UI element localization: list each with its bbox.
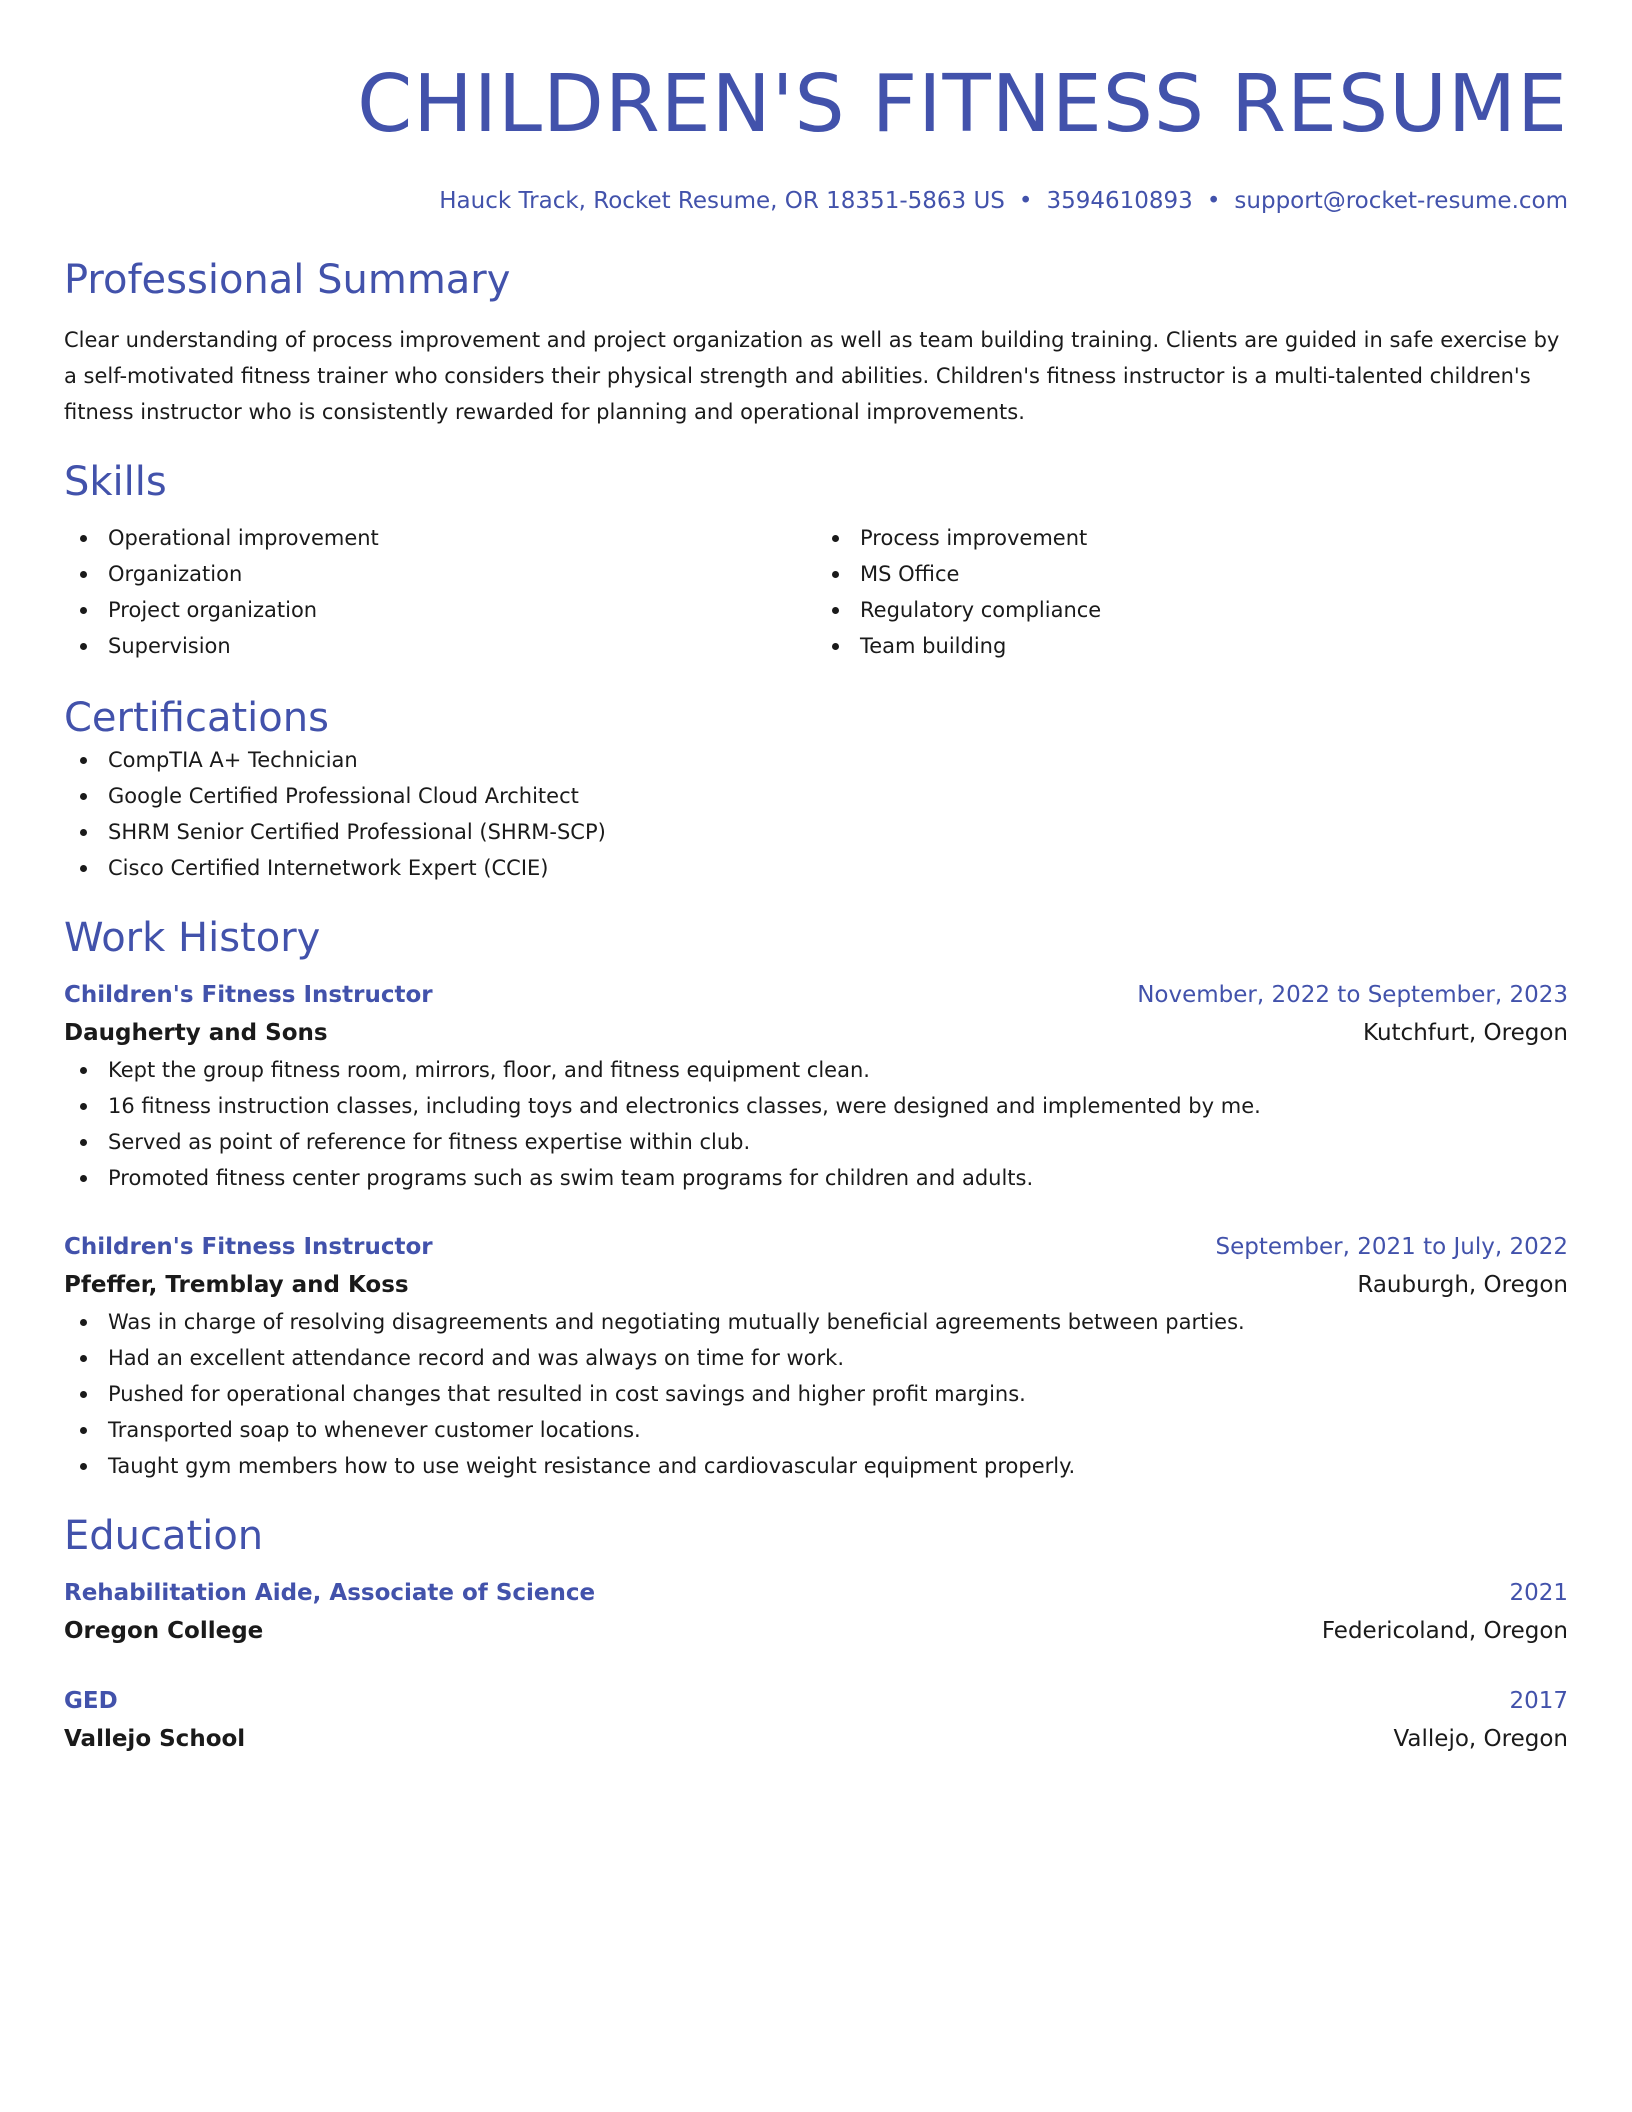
skills-list-left [64,520,816,664]
job-duty-item: Promoted fitness center programs such as swim team programs for children and adults. [64,1160,1568,1196]
education-year: 2021 [1509,1580,1568,1606]
skill-item: MS Office [816,556,1568,592]
contact-separator: • [1206,188,1221,214]
certification-item: CompTIA A+ Technician [64,742,1568,778]
skills-section [64,458,1568,664]
job-header-row [64,976,1568,1014]
skills-grid [64,520,1568,664]
skill-item: Supervision [64,628,816,664]
education-school: Vallejo School [64,1726,246,1752]
education-entry [64,1682,1568,1758]
job-employer-row [64,1014,1568,1052]
certification-item: SHRM Senior Certified Professional (SHRM-SCP) [64,814,1568,850]
job-location: Kutchfurt, Oregon [1363,1020,1568,1046]
job-duty-item: Served as point of reference for fitness expertise within club. [64,1124,1568,1160]
education-section [64,1512,1568,1758]
education-degree: GED [64,1688,118,1714]
job-dates: November, 2022 to September, 2023 [1137,982,1568,1008]
job-duty-item: Was in charge of resolving disagreements and negotiating mutually beneficial agreements between parties. [64,1304,1568,1340]
education-header-row [64,1574,1568,1612]
work-history-section [64,914,1568,1484]
job-duties-list [64,1052,1568,1196]
job-duties-list [64,1304,1568,1484]
certifications-heading: Certifications [64,695,329,741]
summary-heading: Professional Summary [64,257,511,303]
skills-heading: Skills [64,459,167,505]
resume-header [64,56,1568,216]
job-employer-row [64,1266,1568,1304]
contact-email: support@rocket-resume.com [1234,188,1568,214]
education-school-row [64,1720,1568,1758]
education-location: Vallejo, Oregon [1393,1726,1568,1752]
job-duty-item: Kept the group fitness room, mirrors, floor, and fitness equipment clean. [64,1052,1568,1088]
skill-item: Team building [816,628,1568,664]
certification-item: Google Certified Professional Cloud Architect [64,778,1568,814]
job-duty-item: Taught gym members how to use weight resistance and cardiovascular equipment properly. [64,1448,1568,1484]
skills-list-right [816,520,1568,664]
job-duty-item: Transported soap to whenever customer locations. [64,1412,1568,1448]
education-school-row [64,1612,1568,1650]
skill-item: Project organization [64,592,816,628]
job-entry [64,1228,1568,1484]
education-school: Oregon College [64,1618,264,1644]
job-header-row [64,1228,1568,1266]
summary-section [64,256,1568,430]
job-location: Rauburgh, Oregon [1357,1272,1568,1298]
certifications-section [64,694,1568,886]
skill-item: Organization [64,556,816,592]
certification-item: Cisco Certified Internetwork Expert (CCIE) [64,850,1568,886]
education-year: 2017 [1509,1688,1568,1714]
contact-phone: 3594610893 [1046,188,1193,214]
skill-item: Regulatory compliance [816,592,1568,628]
education-header-row [64,1682,1568,1720]
job-dates: September, 2021 to July, 2022 [1215,1234,1568,1260]
contact-address: Hauck Track, Rocket Resume, OR 18351-5863 US [439,188,1005,214]
certifications-list [64,742,1568,886]
summary-text: Clear understanding of process improvement and project organization as well as team building training. Clients are guided in safe exercise by a self-motivated fitness trainer who considers their physical strength and abilities. Children's fitness instructor is a multi-talented children's fitness instructor who is consistently rewarded for planning and operational improvements. [64,328,1560,424]
education-entry [64,1574,1568,1650]
education-heading: Education [64,1513,264,1559]
job-title: Children's Fitness Instructor [64,1234,433,1260]
job-company: Pfeffer, Tremblay and Koss [64,1272,409,1298]
job-entry [64,976,1568,1196]
job-duty-item: Pushed for operational changes that resulted in cost savings and higher profit margins. [64,1376,1568,1412]
work-history-heading: Work History [64,915,321,961]
skill-item: Process improvement [816,520,1568,556]
page-title: CHILDREN'S FITNESS RESUME [357,58,1568,150]
education-location: Federicoland, Oregon [1321,1618,1568,1644]
contact-separator: • [1018,188,1033,214]
skill-item: Operational improvement [64,520,816,556]
job-duty-item: Had an excellent attendance record and was always on time for work. [64,1340,1568,1376]
education-degree: Rehabilitation Aide, Associate of Science [64,1580,596,1606]
contact-line [64,186,1568,216]
job-title: Children's Fitness Instructor [64,982,433,1008]
job-duty-item: 16 fitness instruction classes, including toys and electronics classes, were designed and implemented by me. [64,1088,1568,1124]
job-company: Daugherty and Sons [64,1020,328,1046]
